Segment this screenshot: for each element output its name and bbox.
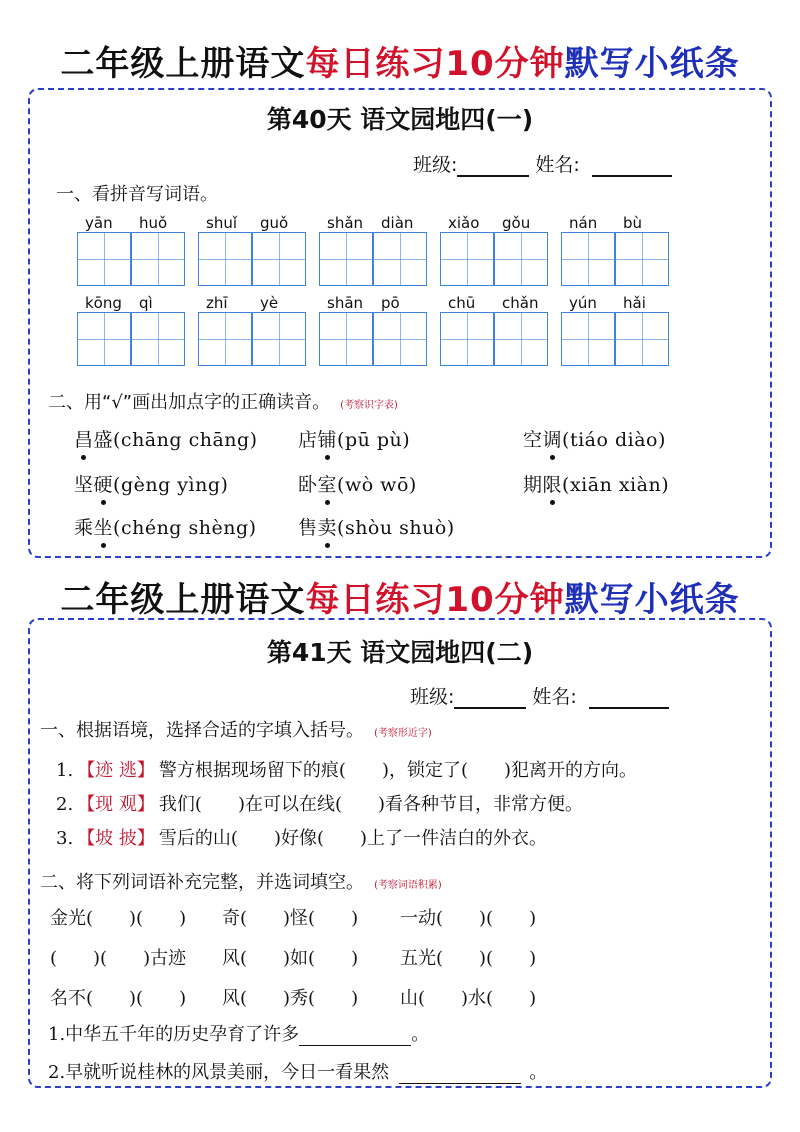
fill2-text: 2.早就听说桂林的风景美丽，今日一看果然 [48, 1062, 390, 1083]
idiom-blank[interactable]: 山( )水( ) [400, 988, 537, 1009]
context-sentence [56, 824, 547, 850]
pinyin-syllable: yè [260, 294, 279, 312]
q2-title-text: 二、将下列词语补充完整，并选词填空。 [40, 872, 364, 893]
writing-grid-box[interactable] [615, 232, 669, 286]
day40-title: 第40天 语文园地四(一) [266, 105, 534, 134]
writing-grid-box[interactable] [494, 312, 548, 366]
idiom-blank[interactable]: 金光( )( ) [50, 908, 187, 929]
reading-prefix: 坚 [74, 474, 94, 496]
banner-top [0, 36, 800, 85]
pinyin-syllable: guǒ [260, 214, 289, 232]
sentence-text[interactable]: 警方根据现场留下的痕( )，锁定了( )犯离开的方向。 [158, 760, 638, 781]
pinyin-syllable: hǎi [623, 294, 646, 312]
day40-class-name-line [413, 150, 672, 177]
reading-item[interactable] [298, 470, 417, 497]
q1-note: (考察形近字) [374, 727, 432, 739]
pinyin-syllable: shān [327, 294, 364, 312]
writing-grid-box[interactable] [198, 312, 252, 366]
reading-options: (wò wō) [337, 474, 417, 496]
pinyin-syllable: gǒu [502, 214, 531, 232]
writing-grid-box[interactable] [77, 312, 131, 366]
dotted-character: 室 [317, 474, 338, 496]
name-label: 姓名: [535, 154, 580, 176]
pinyin-syllable: huǒ [139, 214, 168, 232]
reading-prefix: 卧 [298, 474, 318, 496]
context-sentence [56, 790, 583, 816]
banner-dictation: 默写小纸条 [564, 580, 740, 620]
writing-grid-box[interactable] [319, 312, 373, 366]
pinyin-word [440, 214, 550, 288]
reading-item[interactable] [298, 513, 455, 540]
pinyin-syllable: xiǎo [448, 214, 480, 232]
day41-title: 第41天 语文园地四(二) [266, 638, 534, 667]
pinyin-syllable: zhī [206, 294, 228, 312]
writing-grid-box[interactable] [373, 312, 427, 366]
writing-grid-box[interactable] [198, 232, 252, 286]
writing-grid-box[interactable] [319, 232, 373, 286]
fill1-end: 。 [411, 1024, 430, 1045]
reading-prefix: 售 [298, 517, 318, 539]
pinyin-word [561, 214, 671, 288]
q2-note: (考察词语积累) [374, 879, 442, 891]
pinyin-syllable: pō [381, 294, 400, 312]
class-label: 班级: [413, 154, 458, 176]
reading-options: (tiáo diào) [562, 429, 666, 451]
name-label: 姓名: [532, 686, 577, 708]
banner-bottom [0, 572, 800, 621]
pinyin-syllable: kōng [85, 294, 122, 312]
writing-grid-box[interactable] [440, 312, 494, 366]
pinyin-syllable: chū [448, 294, 476, 312]
banner-grade: 二年级上册语文 [60, 44, 306, 84]
pinyin-syllable: diàn [381, 214, 414, 232]
writing-grid-box[interactable] [494, 232, 548, 286]
q1-title-text: 一、根据语境，选择合适的字填入括号。 [40, 720, 364, 741]
dotted-character: 限 [542, 474, 563, 496]
reading-prefix: 期 [523, 474, 543, 496]
name-blank[interactable] [592, 155, 672, 177]
pinyin-word [77, 294, 187, 368]
class-label: 班级: [410, 686, 455, 708]
pinyin-syllable: shuǐ [206, 214, 237, 232]
banner-grade: 二年级上册语文 [60, 580, 306, 620]
banner-dictation: 默写小纸条 [564, 44, 740, 84]
character-options: 【坡 披】 [77, 828, 155, 849]
character-options: 【迹 逃】 [77, 760, 155, 781]
fill2-end: 。 [529, 1062, 548, 1083]
fill-sentence-2 [48, 1058, 547, 1084]
fill1-blank[interactable] [299, 1027, 411, 1046]
sentence-number: 2. [56, 794, 74, 815]
pinyin-word [319, 214, 429, 288]
idiom-blank[interactable]: 风( )秀( ) [222, 988, 359, 1009]
day40-q2-title [48, 388, 398, 414]
context-sentence [56, 756, 637, 782]
pinyin-syllable: shǎn [327, 214, 364, 232]
pinyin-word [440, 294, 550, 368]
class-blank[interactable] [457, 155, 529, 177]
name-blank[interactable] [589, 687, 669, 709]
pinyin-syllable: yān [85, 214, 113, 232]
sentence-number: 3. [56, 828, 74, 849]
dotted-character: 昌 [74, 429, 94, 451]
dotted-character: 铺 [317, 429, 338, 451]
sentence-text[interactable]: 我们( )在可以在线( )看各种节目，非常方便。 [158, 794, 584, 815]
writing-grid-box[interactable] [373, 232, 427, 286]
reading-item[interactable] [298, 425, 410, 452]
writing-grid-box[interactable] [77, 232, 131, 286]
writing-grid-box[interactable] [561, 312, 615, 366]
reading-options: 盛(chāng chāng) [93, 429, 258, 451]
day40-q1-title: 一、看拼音写词语。 [56, 184, 218, 205]
idiom-blank[interactable]: ( )( )古迹 [50, 948, 187, 969]
reading-options: (gèng yìng) [113, 474, 229, 496]
pinyin-word [198, 294, 308, 368]
idiom-blank[interactable]: 一动( )( ) [400, 908, 537, 929]
banner-daily: 每日练习10分钟 [305, 580, 565, 620]
sentence-number: 1. [56, 760, 74, 781]
reading-prefix: 空 [523, 429, 543, 451]
reading-item[interactable] [74, 513, 257, 540]
reading-prefix: 店 [298, 429, 318, 451]
character-options: 【现 观】 [77, 794, 155, 815]
pinyin-syllable: yún [569, 294, 597, 312]
class-blank[interactable] [454, 687, 526, 709]
idiom-blank[interactable]: 风( )如( ) [222, 948, 359, 969]
writing-grid-box[interactable] [252, 232, 306, 286]
fill2-blank[interactable] [399, 1065, 521, 1084]
day41-q1-title [40, 716, 432, 742]
idiom-blank[interactable]: 五光( )( ) [400, 948, 537, 969]
pinyin-syllable: qì [139, 294, 153, 312]
reading-item[interactable] [74, 470, 228, 497]
dotted-character: 调 [542, 429, 563, 451]
sentence-text[interactable]: 雪后的山( )好像( )上了一件洁白的外衣。 [158, 828, 548, 849]
reading-item[interactable] [74, 425, 258, 452]
writing-grid-box[interactable] [131, 232, 185, 286]
pinyin-syllable: chǎn [502, 294, 539, 312]
dotted-character: 坐 [93, 517, 114, 539]
pinyin-syllable: nán [569, 214, 598, 232]
writing-grid-box[interactable] [440, 232, 494, 286]
reading-options: (shòu shuò) [337, 517, 455, 539]
dotted-character: 硬 [93, 474, 114, 496]
reading-options: (xiān xiàn) [562, 474, 670, 496]
writing-grid-box[interactable] [131, 312, 185, 366]
day41-q2-title [40, 868, 442, 894]
writing-grid-box[interactable] [615, 312, 669, 366]
fill-sentence-1 [48, 1020, 429, 1046]
writing-grid-box[interactable] [561, 232, 615, 286]
pinyin-word [319, 294, 429, 368]
idiom-blank[interactable]: 奇( )怪( ) [222, 908, 359, 929]
fill1-text: 1.中华五千年的历史孕育了许多 [48, 1024, 300, 1045]
pinyin-syllable: bù [623, 214, 643, 232]
writing-grid-box[interactable] [252, 312, 306, 366]
banner-daily: 每日练习10分钟 [305, 44, 565, 84]
q2-title-text: 二、用“√”画出加点字的正确读音。 [48, 392, 331, 413]
pinyin-word [198, 214, 308, 288]
pinyin-word [77, 214, 187, 288]
dotted-character: 卖 [317, 517, 338, 539]
day41-class-name-line [410, 682, 669, 709]
reading-options: (pū pù) [337, 429, 411, 451]
reading-item[interactable] [523, 470, 669, 497]
q2-note: (考察识字表) [340, 399, 398, 411]
idiom-blank[interactable]: 名不( )( ) [50, 988, 187, 1009]
pinyin-word [561, 294, 671, 368]
reading-prefix: 乘 [74, 517, 94, 539]
reading-options: (chéng shèng) [113, 517, 257, 539]
reading-item[interactable] [523, 425, 666, 452]
